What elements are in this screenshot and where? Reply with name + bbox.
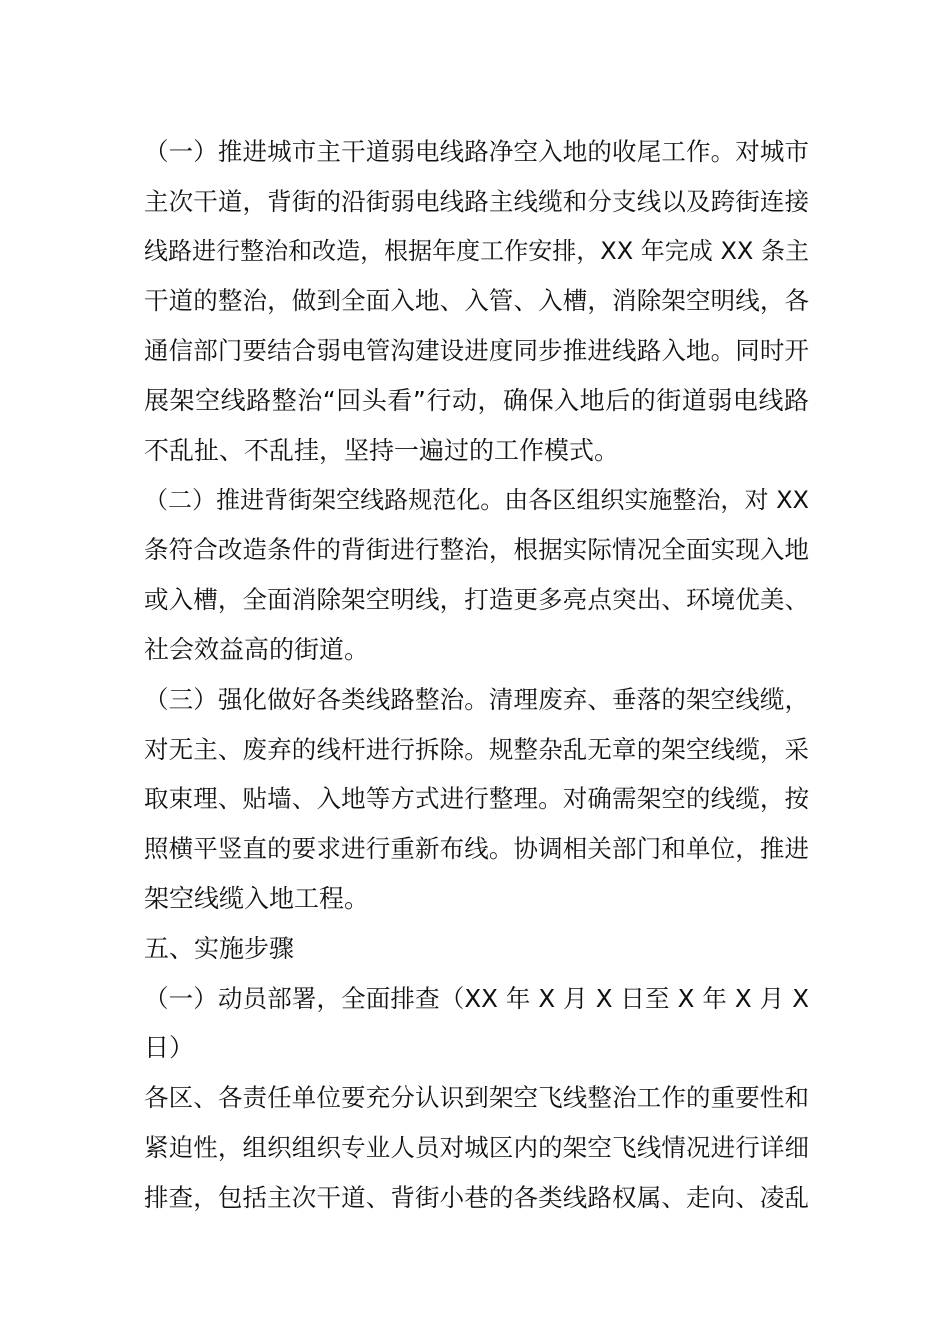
paragraph-1-line-6: 展架空线路整治“回头看”行动，确保入地后的街道弱电线路: [144, 385, 809, 415]
subheading-line-1: （一）动员部署，全面排查（XX 年 X 月 X 日至 X 年 X 月 X: [144, 983, 809, 1013]
paragraph-1-line-3: 线路进行整治和改造，根据年度工作安排，XX 年完成 XX 条主: [144, 236, 809, 265]
paragraph-3-line-3: 取束理、贴墙、入地等方式进行整理。对确需架空的线缆，按: [144, 784, 809, 814]
paragraph-1-line-5: 通信部门要结合弱电管沟建设进度同步推进线路入地。同时开: [144, 336, 809, 366]
paragraph-3-line-5: 架空线缆入地工程。: [144, 883, 370, 913]
subheading-line-2: 日）: [144, 1033, 195, 1063]
paragraph-4-line-1: 各区、各责任单位要充分认识到架空飞线整治工作的重要性和: [144, 1083, 809, 1113]
paragraph-1-line-7: 不乱扯、不乱挂，坚持一遍过的工作模式。: [144, 435, 620, 465]
paragraph-4-line-2: 紧迫性，组织组织专业人员对城区内的架空飞线情况进行详细: [144, 1132, 809, 1162]
section-heading: 五、实施步骤: [144, 933, 295, 963]
paragraph-2-line-1: （二）推进背街架空线路规范化。由各区组织实施整治，对 XX: [144, 485, 809, 514]
document-body: [144, 127, 809, 1223]
paragraph-1-line-2: 主次干道，背街的沿街弱电线路主线缆和分支线以及跨街连接: [144, 186, 809, 216]
paragraph-3-line-1: （三）强化做好各类线路整治。清理废弃、垂落的架空线缆，: [144, 684, 809, 714]
paragraph-1-line-4: 干道的整治，做到全面入地、入管、入槽，消除架空明线，各: [144, 286, 809, 316]
paragraph-3-line-4: 照横平竖直的要求进行重新布线。协调相关部门和单位，推进: [144, 834, 809, 864]
paragraph-2-line-4: 社会效益高的街道。: [144, 634, 370, 664]
paragraph-3-line-2: 对无主、废弃的线杆进行拆除。规整杂乱无章的架空线缆，采: [144, 734, 809, 764]
paragraph-1-line-1: （一）推进城市主干道弱电线路净空入地的收尾工作。对城市: [144, 137, 809, 166]
paragraph-2-line-2: 条符合改造条件的背街进行整治，根据实际情况全面实现入地: [144, 535, 809, 565]
paragraph-4-line-3: 排查，包括主次干道、背街小巷的各类线路权属、走向、凌乱: [144, 1182, 809, 1212]
paragraph-2-line-3: 或入槽，全面消除架空明线，打造更多亮点突出、环境优美、: [144, 585, 809, 615]
